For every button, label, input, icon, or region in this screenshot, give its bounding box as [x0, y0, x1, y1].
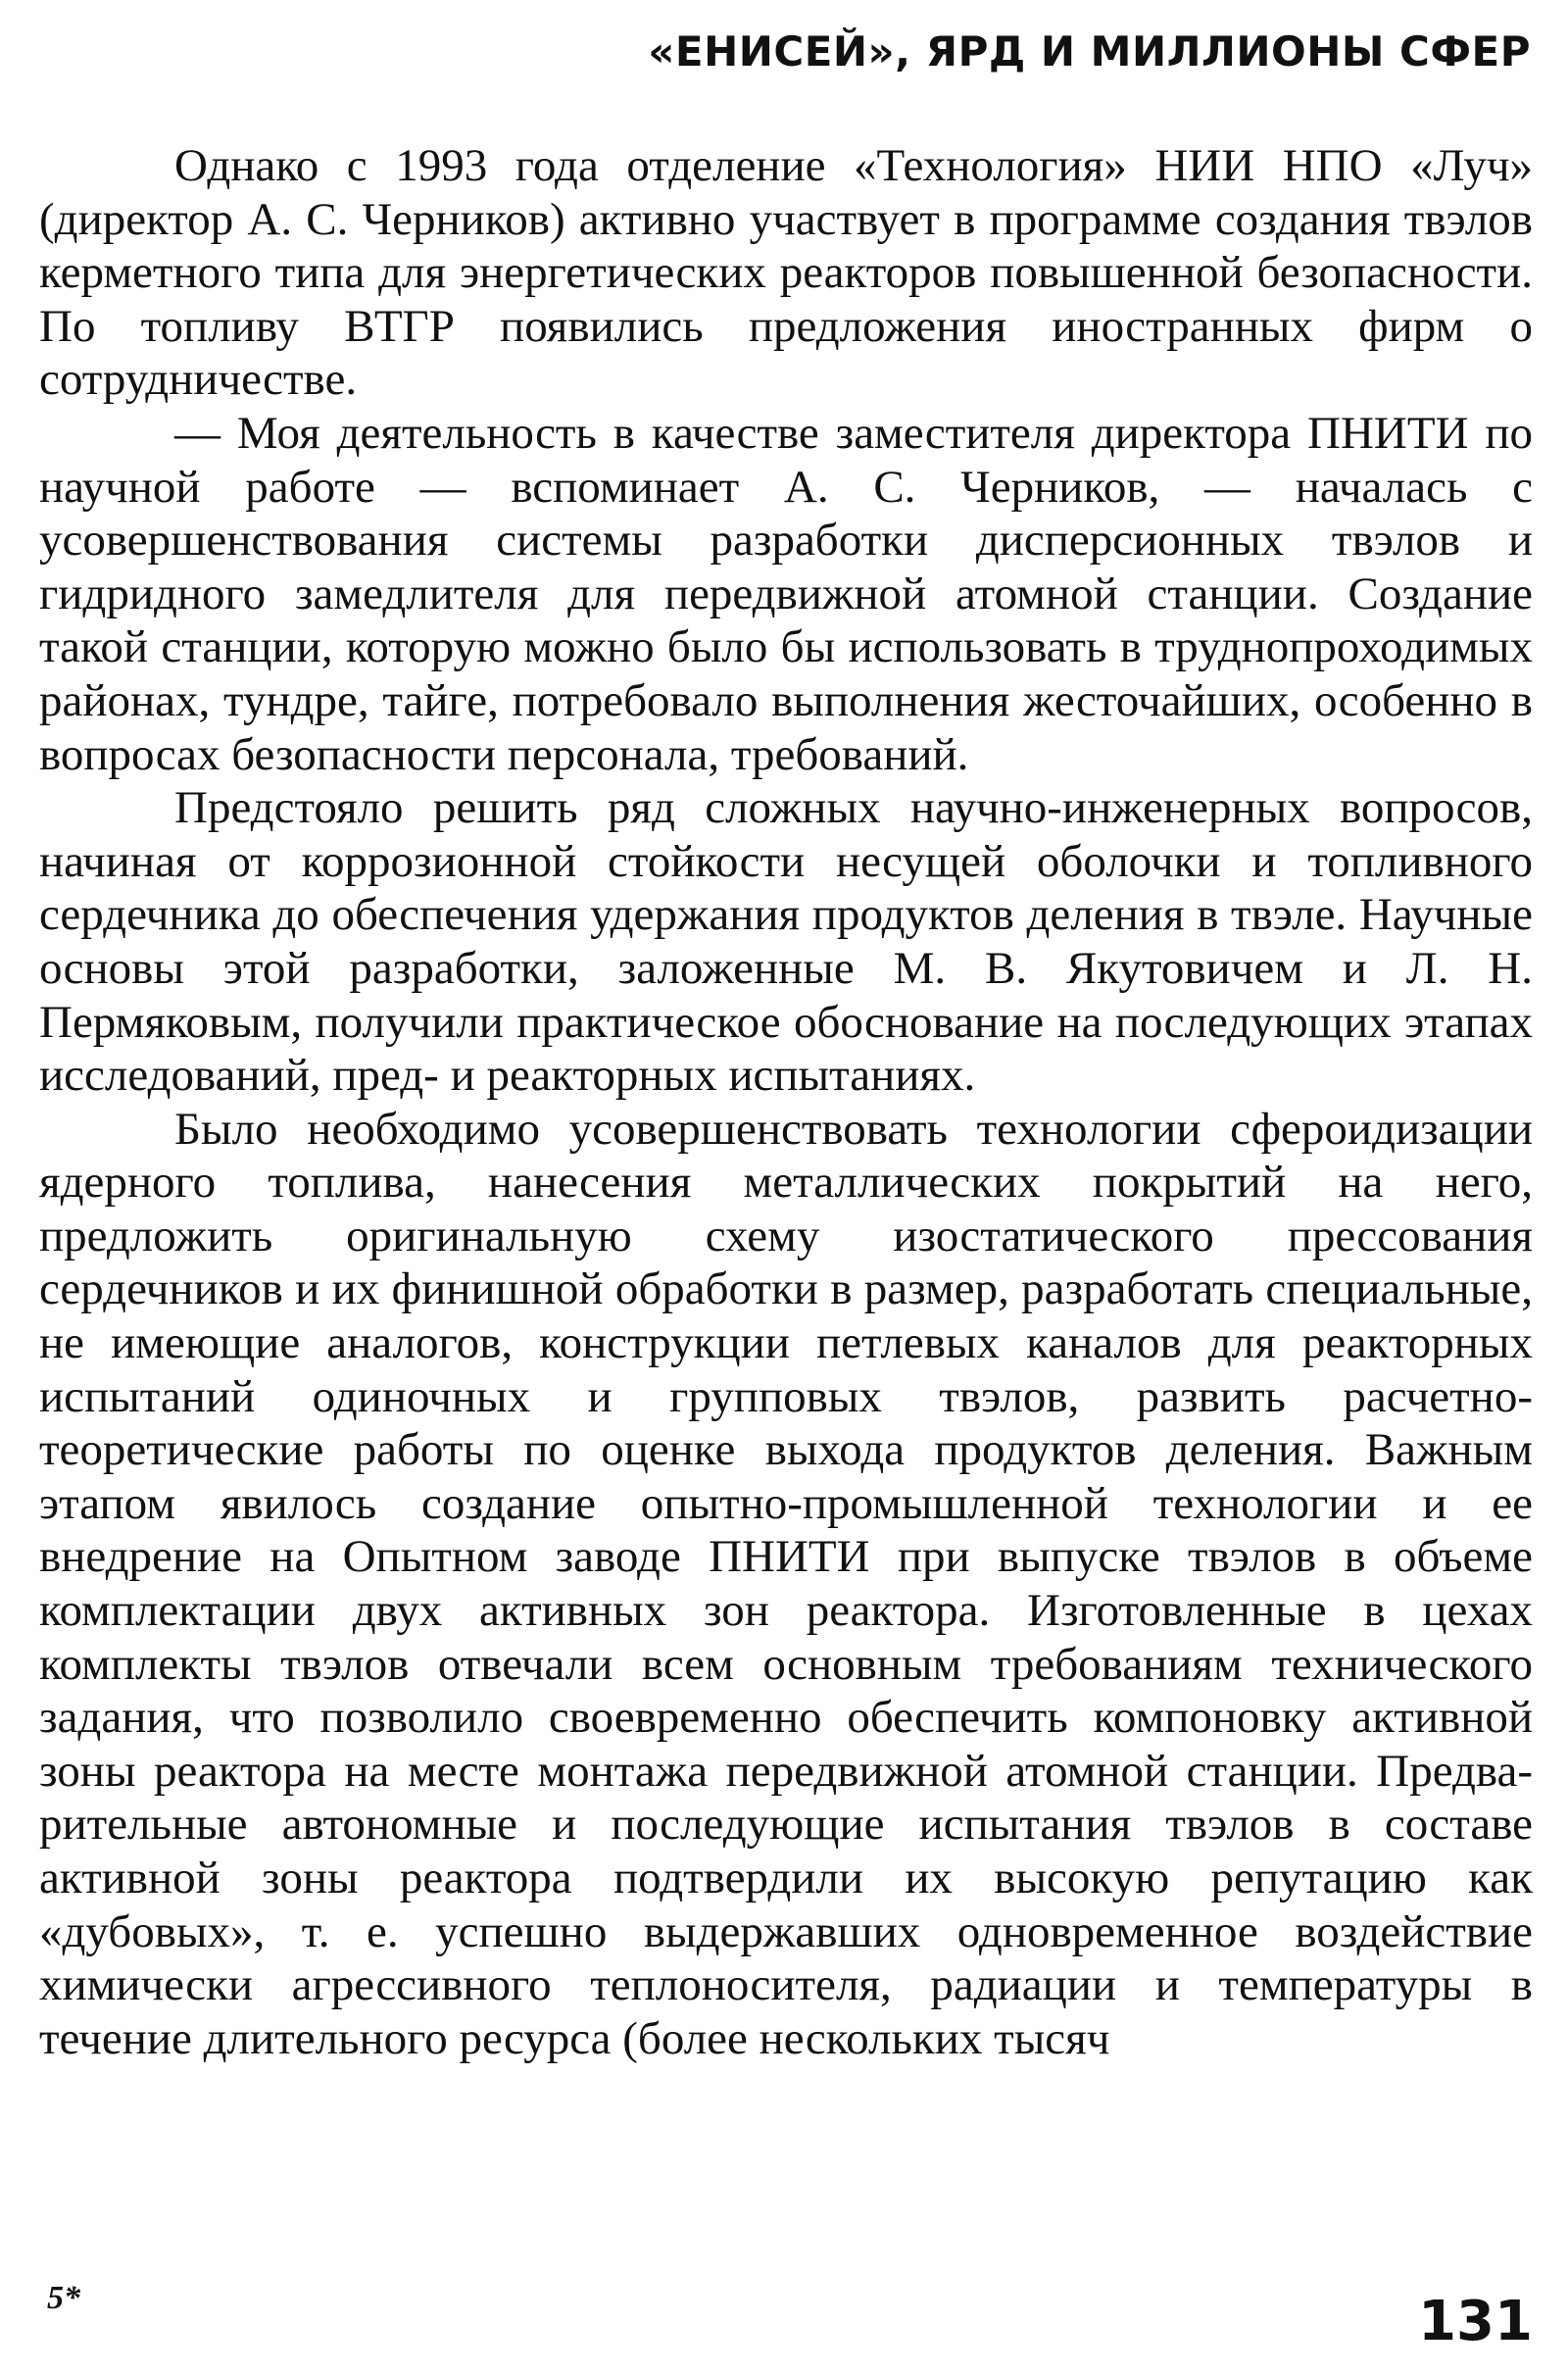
- paragraph-1: Однако с 1993 года отделение «Технология» НИИ НПО «Луч» (директор А. С. Черников) активно участвует в программе создания твэлов керметного типа для энергетических реакторов повышенной безопасности. По топливу ВТГР появились предложения иностранных фирм о сотрудничестве.: [39, 140, 1533, 406]
- body-text: [39, 139, 1533, 2065]
- paragraph-4: Было необходимо усовершенствовать технологии сфероидизации ядерного топлива, нанесения металлических покрытий на него, предложить оригинальную схему изостатического прессования сердечников и их финишной обработки в размер, разработать специальные, не имеющие аналогов, конструкции петлевых каналов для реакторных испытаний одиночных и групповых твэлов, развить расчетно-теоретические работы по оценке выхода продуктов деления. Важным этапом явилось создание опытно-промышленной технологии и ее внедрение на Опытном заводе ПНИТИ при выпуске твэлов в объеме комплектации двух активных зон реактора. Изготовленные в цехах комплекты твэлов отвечали всем основным требованиям технического задания, что позволило своевременно обеспечить компоновку активной зоны реактора на месте монтажа передвижной атомной станции. Предварительные автономные и последующие испытания твэлов в составе активной зоны реактора подтвердили их высокую репутацию как «дубовых», т. е. успешно выдержавших одновременное воздействие химически агрессивного теплоносителя, радиации и температуры в течение длительного ресурса (более нескольких тысяч: [39, 1103, 1533, 2064]
- printer-signature: 5*: [47, 2280, 80, 2316]
- paragraph-2: — Моя деятельность в качестве заместителя директора ПНИТИ по научной работе — вспоминает А. С. Черников, — началась с усовершенствования системы разработки дисперсионных твэлов и гидридного замедлителя для передвижной атомной станции. Создание такой станции, которую можно было бы использовать в труднопроходимых районах, тундре, тайге, потребовало выполнения жесточайших, особенно в вопросах безопасности персонала, требований.: [39, 407, 1533, 780]
- page-number: 131: [1418, 2290, 1533, 2353]
- paragraph-3: Предстояло решить ряд сложных научно-инженерных вопросов, начиная от коррозионной стойкости несущей оболочки и топливного сердечника до обеспечения удержания продуктов деления в твэле. Научные основы этой разработки, заложенные М. В. Якутовичем и Л. Н. Пермяковым, получили практическое обоснование на последующих этапах исследований, пред- и реакторных испытаниях.: [39, 782, 1533, 1102]
- running-head: «ЕНИСЕЙ», ЯРД И МИЛЛИОНЫ СФЕР: [648, 27, 1531, 75]
